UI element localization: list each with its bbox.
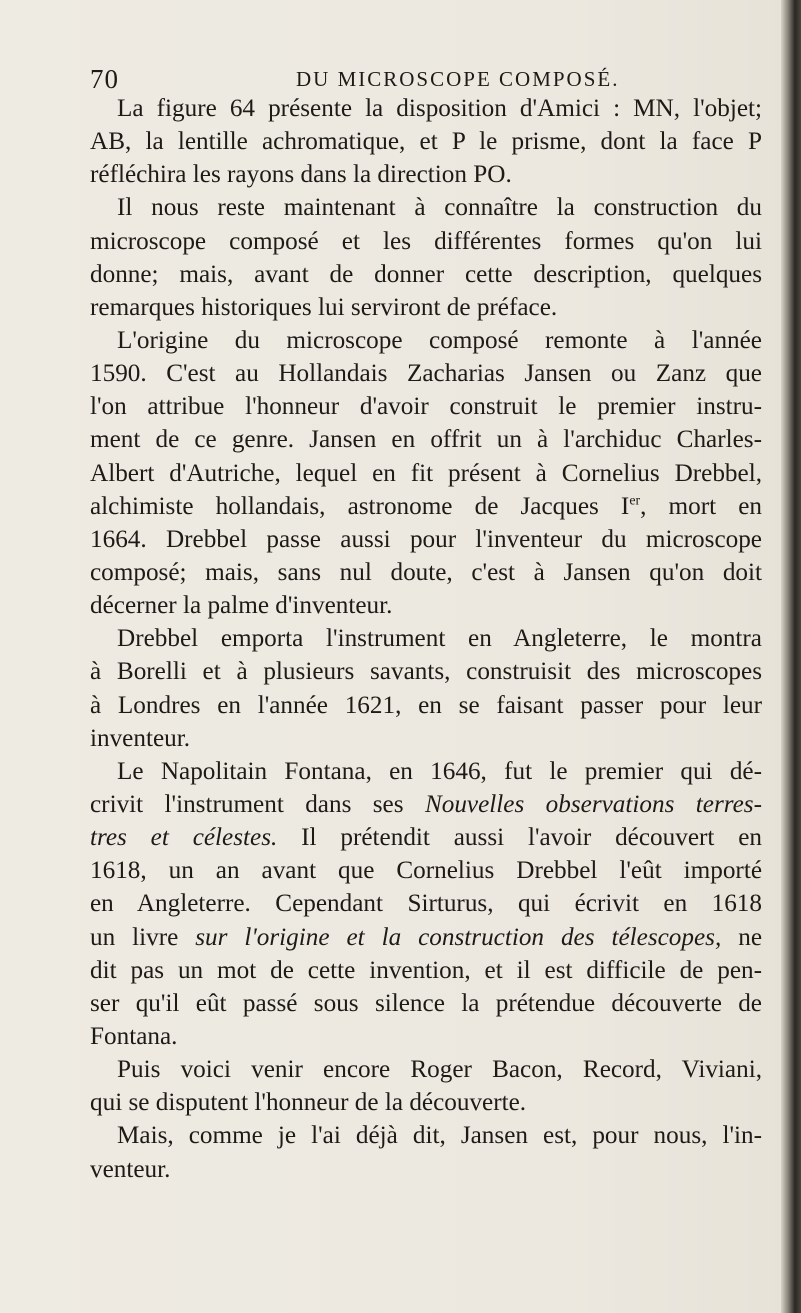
- text-segment: La figure 64 présente la disposition d'Amici : MN, l'objet;: [117, 95, 762, 122]
- text-line: [90, 490, 762, 523]
- text-line: [90, 589, 762, 622]
- text-line: [90, 921, 762, 954]
- text-segment: dit pas un mot de cette invention, et il est difficile de pen-: [90, 956, 762, 984]
- text-segment: un livre: [90, 923, 196, 951]
- text-segment: crivit l'instrument dans ses: [90, 790, 425, 818]
- text-segment: Il nous reste maintenant à connaître la construction du: [117, 194, 762, 222]
- text-segment: Albert d'Autriche, lequel en fit présent à Cornelius Drebbel,: [90, 459, 762, 487]
- text-line: [90, 291, 762, 324]
- text-segment: inventeur.: [90, 724, 191, 752]
- text-segment: ment de ce genre. Jansen en offrit un à l'archiduc Charles-: [90, 426, 762, 454]
- text-line: [90, 755, 762, 788]
- text-segment: qui se disputent l'honneur de la découverte.: [90, 1089, 527, 1117]
- text-line: [90, 423, 762, 456]
- text-segment: Fontana.: [90, 1022, 178, 1050]
- text-line: [90, 225, 762, 258]
- text-line: [90, 622, 762, 655]
- text-segment: venteur.: [90, 1155, 171, 1183]
- text-segment: réfléchira les rayons dans la direction PO.: [90, 161, 512, 189]
- text-segment: à Borelli et à plusieurs savants, construisit des microscopes: [90, 658, 762, 686]
- text-segment: composé; mais, sans nul doute, c'est à Jansen qu'on doit: [90, 558, 762, 586]
- text-segment: en Angleterre. Cependant Sirturus, qui écrivit en 1618: [90, 890, 762, 918]
- italic-title: tres et célestes.: [90, 824, 278, 852]
- running-title: DU MICROSCOPE COMPOSÉ.: [296, 67, 620, 91]
- superscript: er: [629, 492, 641, 508]
- text-line: [90, 92, 762, 125]
- text-line: [90, 125, 762, 158]
- text-segment: décerner la palme d'inventeur.: [90, 592, 393, 620]
- text-line: [90, 1153, 762, 1186]
- text-line: [90, 523, 762, 556]
- italic-title: sur l'origine et la construction des télescopes,: [195, 923, 722, 951]
- text-line: [90, 158, 762, 191]
- text-line: [90, 788, 762, 821]
- text-segment: ne: [721, 923, 762, 951]
- text-segment: donne; mais, avant de donner cette description, quelques: [90, 260, 762, 288]
- text-segment: Le Napolitain Fontana, en 1646, fut le premier qui dé-: [117, 757, 762, 785]
- text-segment: Il prétendit aussi l'avoir découvert en: [277, 824, 762, 852]
- text-segment: 1664. Drebbel passe aussi pour l'inventeur du microscope: [90, 525, 762, 553]
- text-line: [90, 722, 762, 755]
- page-edge: [781, 0, 801, 1313]
- text-segment: Drebbel emporta l'instrument en Angleterre, le montra: [117, 625, 762, 653]
- text-line: [90, 357, 762, 390]
- text-segment: alchimiste hollandais, astronome de Jacques I: [90, 492, 630, 520]
- text-line: [90, 987, 762, 1020]
- text-line: [90, 821, 762, 854]
- text-line: [90, 655, 762, 688]
- text-line: [90, 1053, 762, 1086]
- text-segment: 1590. C'est au Hollandais Zacharias Jansen ou Zanz que: [90, 360, 762, 388]
- text-line: [90, 1119, 762, 1152]
- text-segment: , mort en: [640, 492, 762, 520]
- body-text: [90, 92, 762, 1186]
- text-segment: Puis voici venir encore Roger Bacon, Record, Viviani,: [117, 1056, 762, 1084]
- text-line: [90, 689, 762, 722]
- text-line: [90, 556, 762, 589]
- text-segment: ser qu'il eût passé sous silence la prétendue découverte de: [90, 989, 762, 1017]
- text-line: [90, 1086, 762, 1119]
- text-line: [90, 954, 762, 987]
- page-number: 70: [90, 64, 119, 94]
- text-line: [90, 1020, 762, 1053]
- text-line: [90, 191, 762, 224]
- text-line: [90, 887, 762, 920]
- text-segment: 1618, un an avant que Cornelius Drebbel l'eût importé: [90, 857, 762, 885]
- text-line: [90, 390, 762, 423]
- text-segment: L'origine du microscope composé remonte à l'année: [117, 326, 762, 354]
- text-line: [90, 324, 762, 357]
- text-line: [90, 457, 762, 490]
- text-segment: remarques historiques lui serviront de préface.: [90, 293, 558, 321]
- text-segment: microscope composé et les différentes formes qu'on lui: [90, 227, 762, 255]
- text-line: [90, 854, 762, 887]
- italic-title: Nouvelles observations terres-: [424, 790, 762, 818]
- text-segment: Mais, comme je l'ai déjà dit, Jansen est, pour nous, l'in-: [117, 1122, 762, 1150]
- text-segment: AB, la lentille achromatique, et P le prisme, dont la face P: [90, 128, 762, 156]
- text-segment: à Londres en l'année 1621, en se faisant passer pour leur: [90, 691, 762, 719]
- text-line: [90, 258, 762, 291]
- text-segment: l'on attribue l'honneur d'avoir construit le premier instru-: [90, 393, 762, 421]
